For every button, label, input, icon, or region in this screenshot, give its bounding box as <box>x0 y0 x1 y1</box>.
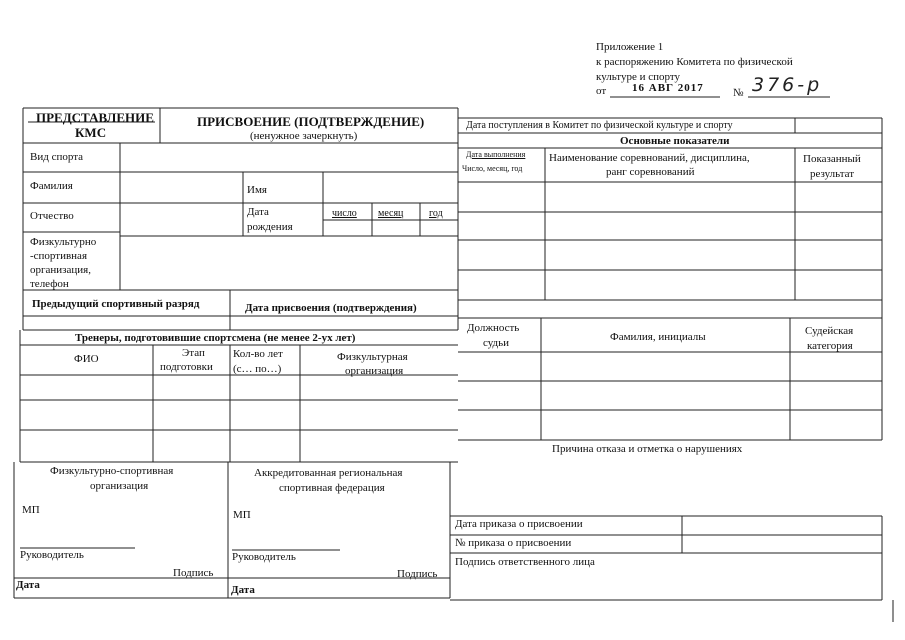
assignment-title: ПРИСВОЕНИЕ (ПОДТВЕРЖДЕНИЕ) <box>197 114 425 129</box>
appendix-from-label: от <box>596 85 607 97</box>
org-label-2: -спортивная <box>30 250 88 262</box>
mp-right: МП <box>233 509 251 521</box>
org-label-3: организация, <box>30 264 91 276</box>
comp-header-2: ранг соревнований <box>606 166 695 178</box>
surname-label: Фамилия <box>30 180 73 192</box>
sign-right: Подпись <box>397 568 438 580</box>
fio-header: ФИО <box>74 353 99 365</box>
judge-cat-2: категория <box>807 340 853 352</box>
appendix-line1: к распоряжению Комитета по физической <box>596 56 793 68</box>
refusal-label: Причина отказа и отметка о нарушениях <box>552 443 743 455</box>
coaches-title: Тренеры, подготовившие спортсмена (не менее 2-ух лет) <box>75 332 356 344</box>
prev-rank-label: Предыдущий спортивный разряд <box>32 298 200 310</box>
sorg-header-2: организация <box>345 365 404 377</box>
strike-note: (ненужное зачеркнуть) <box>250 130 358 142</box>
fso-label-2: организация <box>90 480 149 492</box>
org-label-4: телефон <box>30 278 69 290</box>
result-header-2: результат <box>810 168 855 180</box>
fso-label-1: Физкультурно-спортивная <box>50 465 174 477</box>
order-no-label: № приказа о присвоении <box>455 537 572 549</box>
dmy-label: Число, месяц, год <box>462 164 523 173</box>
fed-label-2: спортивная федерация <box>279 482 385 494</box>
exec-date-label: Дата выполнения <box>466 150 526 159</box>
years-header-1: Кол-во лет <box>233 348 283 360</box>
date-left: Дата <box>16 579 40 591</box>
stage-header-1: Этап <box>182 347 205 359</box>
order-date-label: Дата приказа о присвоении <box>455 518 583 530</box>
result-header-1: Показанный <box>803 153 861 165</box>
sorg-header-1: Физкультурная <box>337 351 408 363</box>
number-handwritten: 376-р <box>752 74 823 96</box>
responsible-label: Подпись ответственного лица <box>455 556 595 568</box>
date-right: Дата <box>231 584 255 596</box>
appendix-title: Приложение 1 <box>596 41 664 53</box>
stage-header-2: подготовки <box>160 361 213 373</box>
head-left: Руководитель <box>20 549 84 561</box>
representation-title: ПРЕДСТАВЛЕНИЕ <box>36 110 154 125</box>
sport-label: Вид спорта <box>30 151 84 163</box>
main-indicators: Основные показатели <box>620 135 730 147</box>
assign-date-label: Дата присвоения (подтверждения) <box>245 302 417 314</box>
sign-left: Подпись <box>173 567 214 579</box>
comp-header-1: Наименование соревнований, дисциплина, <box>549 152 750 164</box>
birth-label-1: Дата <box>247 206 269 218</box>
judge-pos-2: судьи <box>483 337 510 349</box>
fed-label-1: Аккредитованная региональная <box>254 467 403 479</box>
patronymic-label: Отчество <box>30 210 74 222</box>
day-label: число <box>332 208 357 219</box>
number-label: № <box>733 87 744 99</box>
judge-pos-1: Должность <box>467 322 520 334</box>
birth-label-2: рождения <box>247 221 293 233</box>
years-header-2: (с… по…) <box>233 363 282 375</box>
kms-title: КМС <box>75 125 107 140</box>
mp-left: МП <box>22 504 40 516</box>
month-label: месяц <box>378 208 404 219</box>
head-right: Руководитель <box>232 551 296 563</box>
org-label-1: Физкультурно <box>30 236 97 248</box>
receipt-label: Дата поступления в Комитет по физической культуре и спорту <box>466 120 733 131</box>
judge-name-header: Фамилия, инициалы <box>610 331 706 343</box>
date-stamp: 16 АВГ 2017 <box>632 82 704 94</box>
name-label: Имя <box>247 184 267 196</box>
year-label: год <box>429 208 443 219</box>
appendix-line2: культуре и спорту <box>596 71 681 83</box>
judge-cat-1: Судейская <box>805 325 854 337</box>
